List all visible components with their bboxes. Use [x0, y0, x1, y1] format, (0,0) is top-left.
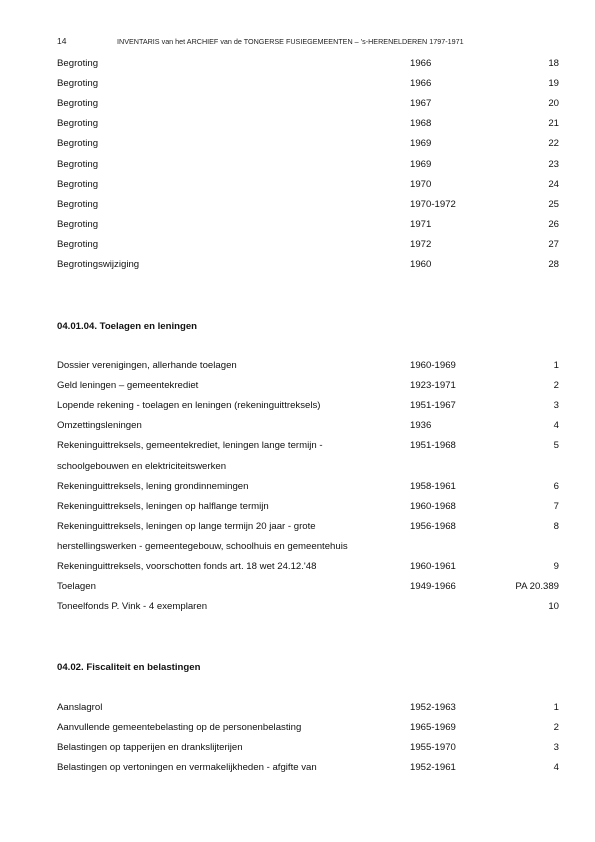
inventory-row [57, 199, 559, 219]
entry-years: 1960 [410, 259, 432, 270]
inventory-row [57, 259, 559, 279]
inventory-row [57, 481, 559, 501]
inventory-row [57, 581, 559, 601]
inventory-row [57, 420, 559, 440]
inventory-row [57, 501, 559, 521]
entry-number: 4 [553, 420, 559, 432]
entry-title: Omzettingsleningen [57, 420, 142, 432]
inventory-row [57, 179, 559, 199]
inventory-row [57, 118, 559, 138]
inventory-row [57, 601, 559, 621]
entry-number: PA 20.389 [515, 581, 559, 593]
inventory-row [57, 58, 559, 78]
entry-number: 3 [553, 742, 559, 754]
inventory-row [57, 138, 559, 158]
entry-number: 4 [553, 762, 559, 774]
entry-years: 1958-1961 [410, 480, 456, 492]
entry-number: 1 [553, 702, 559, 713]
entry-number: 10 [548, 601, 559, 613]
entry-number: 27 [548, 238, 559, 250]
entry-number: 26 [548, 218, 559, 230]
entry-title: Rekeninguittreksels, voorschotten fonds art. 18 wet 24.12.'48 [57, 561, 317, 572]
entry-number: 9 [553, 561, 559, 572]
entry-title: Aanslagrol [57, 702, 103, 713]
entry-number: 24 [548, 178, 559, 190]
entry-number: 23 [548, 158, 559, 170]
entry-years: 1923-1971 [410, 380, 456, 392]
inventory-row [57, 461, 559, 481]
inventory-row [57, 742, 559, 762]
inventory-row [57, 702, 559, 722]
entry-years: 1969 [410, 158, 432, 170]
inventory-row [57, 239, 559, 259]
entry-number: 18 [548, 58, 559, 69]
entry-years: 1966 [410, 58, 432, 69]
entry-number: 6 [553, 480, 559, 492]
entry-number: 7 [553, 500, 559, 512]
entry-title: herstellingswerken - gemeentegebouw, schoolhuis en gemeentehuis [57, 540, 348, 552]
entry-title: Begroting [57, 78, 99, 90]
entry-years: 1951-1967 [410, 400, 456, 412]
inventory-row [57, 380, 559, 400]
inventory-row [57, 159, 559, 179]
entry-number: 8 [553, 520, 559, 532]
entry-years: 1970-1972 [410, 198, 456, 210]
entry-years: 1951-1968 [410, 440, 456, 452]
entry-title: Begroting [57, 118, 99, 130]
entry-years: 1969 [410, 138, 432, 150]
entry-title: Rekeninguittreksels, lening grondinnemingen [57, 480, 249, 492]
entry-years: 1965-1969 [410, 722, 456, 734]
entry-years: 1966 [410, 78, 432, 90]
inventory-row [57, 360, 559, 380]
entry-years: 1936 [410, 420, 432, 432]
entry-years: 1952-1961 [410, 762, 456, 774]
entry-years: 1970 [410, 178, 432, 190]
inventory-row [57, 762, 559, 782]
entry-title: Rekeninguittreksels, leningen op lange termijn 20 jaar - grote [57, 520, 316, 532]
entry-years: 1949-1966 [410, 581, 456, 593]
entry-number: 19 [548, 78, 559, 90]
entry-number: 22 [548, 138, 559, 150]
entry-title: Begroting [57, 198, 99, 210]
inventory-row [57, 541, 559, 561]
section-heading-fiscaliteit: 04.02. Fiscaliteit en belastingen [57, 662, 201, 673]
entry-title: Begroting [57, 158, 99, 170]
entry-title: Begroting [57, 98, 99, 110]
entry-title: Begrotingswijziging [57, 259, 140, 270]
entry-number: 3 [553, 400, 559, 412]
inventory-row [57, 521, 559, 541]
inventory-row [57, 98, 559, 118]
entry-title: Rekeninguittreksels, leningen op halflange termijn [57, 500, 269, 512]
entry-number: 20 [548, 98, 559, 110]
entry-title: Begroting [57, 218, 99, 230]
entry-title: Begroting [57, 138, 99, 150]
entry-number: 2 [553, 722, 559, 734]
entry-title: Lopende rekening - toelagen en leningen (rekeninguittreksels) [57, 400, 321, 412]
page-number: 14 [57, 36, 67, 46]
entry-years: 1960-1961 [410, 561, 456, 572]
inventory-row [57, 219, 559, 239]
entry-years: 1967 [410, 98, 432, 110]
inventory-row [57, 78, 559, 98]
entry-title: Toelagen [57, 581, 96, 593]
entry-number: 5 [553, 440, 559, 452]
entry-title: Belastingen op tapperijen en drankslijterijen [57, 742, 243, 754]
inventory-row [57, 400, 559, 420]
entry-years: 1972 [410, 238, 432, 250]
entry-title: Dossier verenigingen, allerhande toelagen [57, 360, 237, 371]
entry-number: 28 [548, 259, 559, 270]
entry-title: Belastingen op vertoningen en vermakelijkheden - afgifte van [57, 762, 317, 774]
entry-number: 2 [553, 380, 559, 392]
entry-number: 1 [553, 360, 559, 371]
entry-title: Geld leningen – gemeentekrediet [57, 380, 199, 392]
entry-title: Begroting [57, 58, 99, 69]
entry-title: Begroting [57, 178, 99, 190]
entry-years: 1956-1968 [410, 520, 456, 532]
entry-years: 1952-1963 [410, 702, 456, 713]
section-heading-toelagen: 04.01.04. Toelagen en leningen [57, 321, 198, 332]
inventory-row [57, 722, 559, 742]
entry-years: 1960-1968 [410, 500, 456, 512]
entry-title: Toneelfonds P. Vink - 4 exemplaren [57, 601, 208, 613]
entry-title: Aanvullende gemeentebelasting op de personenbelasting [57, 722, 302, 734]
inventory-row [57, 561, 559, 581]
entry-years: 1960-1969 [410, 360, 456, 371]
entry-years: 1968 [410, 118, 432, 130]
entry-number: 25 [548, 198, 559, 210]
entry-years: 1971 [410, 218, 432, 230]
entry-title: Begroting [57, 238, 99, 250]
inventory-row [57, 440, 559, 460]
entry-years: 1955-1970 [410, 742, 456, 754]
header-title: INVENTARIS van het ARCHIEF van de TONGERSE FUSIEGEMEENTEN – ’s-HERENELDEREN 1797-1971 [117, 37, 464, 46]
entry-title: Rekeninguittreksels, gemeentekrediet, leningen lange termijn - [57, 440, 323, 452]
entry-number: 21 [548, 118, 559, 130]
page-header [57, 36, 557, 46]
entry-title: schoolgebouwen en elektriciteitswerken [57, 460, 227, 472]
